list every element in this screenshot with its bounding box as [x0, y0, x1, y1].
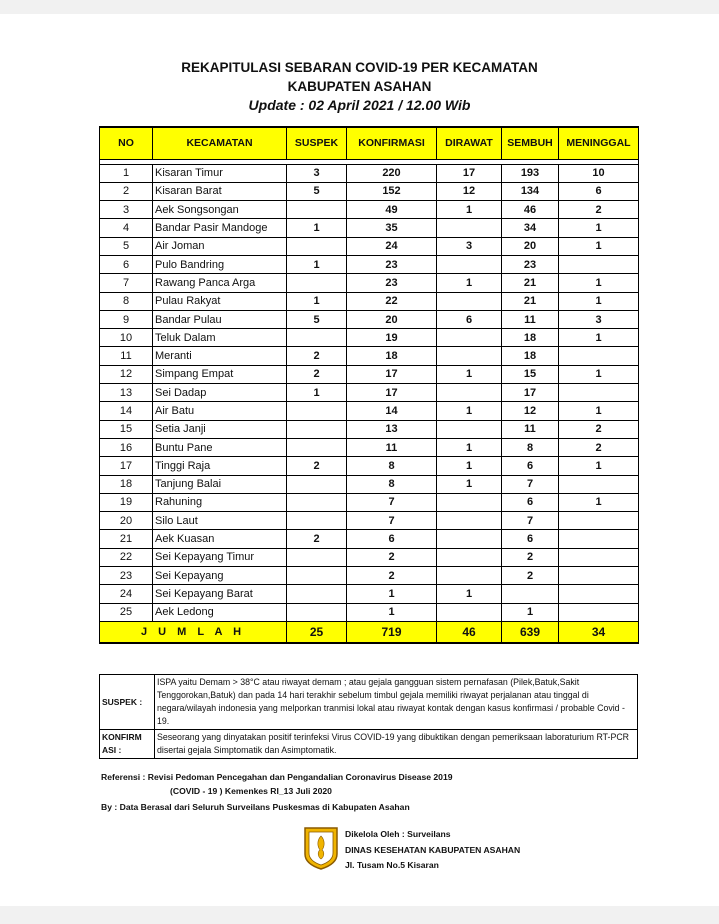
cell-konfirmasi: 152: [347, 182, 437, 200]
cell-dirawat: [437, 512, 502, 530]
cell-kecamatan: Buntu Pane: [153, 438, 287, 456]
konfirmasi-definition: [100, 730, 638, 759]
reference-line-2: (COVID - 19 ) Kemenkes RI_13 Juli 2020: [170, 786, 332, 796]
cell-dirawat: [437, 292, 502, 310]
total-row: [100, 621, 639, 643]
konfirm-key: KONFIRM ASI :: [100, 730, 155, 759]
cell-dirawat: 1: [437, 438, 502, 456]
cell-no: 6: [100, 255, 153, 273]
cell-kecamatan: Pulau Rakyat: [153, 292, 287, 310]
cell-konfirmasi: 8: [347, 457, 437, 475]
cell-konfirmasi: 35: [347, 219, 437, 237]
cell-sembuh: 15: [502, 365, 559, 383]
cell-meninggal: 2: [559, 438, 639, 456]
cell-dirawat: 1: [437, 457, 502, 475]
table-row: [100, 384, 639, 402]
cell-sembuh: 12: [502, 402, 559, 420]
cell-meninggal: 1: [559, 219, 639, 237]
total-dirawat: 46: [437, 621, 502, 643]
agency-address: Jl. Tusam No.5 Kisaran: [345, 860, 439, 870]
cell-suspek: 5: [287, 310, 347, 328]
cell-sembuh: 6: [502, 493, 559, 511]
table-row: [100, 438, 639, 456]
cell-meninggal: [559, 603, 639, 621]
cell-no: 8: [100, 292, 153, 310]
cell-meninggal: 6: [559, 182, 639, 200]
cell-meninggal: 2: [559, 420, 639, 438]
cell-dirawat: 1: [437, 585, 502, 603]
cell-no: 7: [100, 274, 153, 292]
cell-kecamatan: Teluk Dalam: [153, 329, 287, 347]
cell-meninggal: 1: [559, 329, 639, 347]
data-source: By : Data Berasal dari Seluruh Surveilans Puskesmas di Kabupaten Asahan: [101, 802, 410, 812]
cell-sembuh: 2: [502, 548, 559, 566]
dinkes-seal-icon: [302, 826, 340, 870]
table-row: [100, 237, 639, 255]
cell-suspek: [287, 512, 347, 530]
cell-kecamatan: Bandar Pasir Mandoge: [153, 219, 287, 237]
table-row: [100, 603, 639, 621]
cell-konfirmasi: 24: [347, 237, 437, 255]
table-row: [100, 164, 639, 182]
cell-konfirmasi: 11: [347, 438, 437, 456]
cell-no: 2: [100, 182, 153, 200]
table-row: [100, 274, 639, 292]
cell-konfirmasi: 18: [347, 347, 437, 365]
cell-konfirmasi: 17: [347, 384, 437, 402]
total-label: J U M L A H: [100, 621, 287, 643]
table-row: [100, 182, 639, 200]
header-konfirmasi: KONFIRMASI: [347, 127, 437, 159]
cell-kecamatan: Sei Kepayang Barat: [153, 585, 287, 603]
table-row: [100, 219, 639, 237]
cell-meninggal: 1: [559, 237, 639, 255]
cell-no: 1: [100, 164, 153, 182]
cell-konfirmasi: 23: [347, 274, 437, 292]
table-row: [100, 310, 639, 328]
cell-suspek: 1: [287, 219, 347, 237]
cell-dirawat: 3: [437, 237, 502, 255]
cell-kecamatan: Kisaran Barat: [153, 182, 287, 200]
cell-sembuh: 46: [502, 201, 559, 219]
cell-suspek: 2: [287, 347, 347, 365]
cell-meninggal: [559, 384, 639, 402]
cell-kecamatan: Air Batu: [153, 402, 287, 420]
cell-no: 3: [100, 201, 153, 219]
cell-dirawat: [437, 530, 502, 548]
cell-meninggal: [559, 255, 639, 273]
report-subtitle: KABUPATEN ASAHAN: [287, 79, 432, 94]
cell-dirawat: [437, 420, 502, 438]
cell-no: 23: [100, 567, 153, 585]
cell-dirawat: 6: [437, 310, 502, 328]
cell-suspek: [287, 274, 347, 292]
cell-kecamatan: Air Joman: [153, 237, 287, 255]
cell-no: 13: [100, 384, 153, 402]
cell-suspek: 1: [287, 384, 347, 402]
cell-suspek: 2: [287, 457, 347, 475]
cell-meninggal: 1: [559, 274, 639, 292]
cell-sembuh: 134: [502, 182, 559, 200]
header-sembuh: SEMBUH: [502, 127, 559, 159]
managed-by: Dikelola Oleh : Surveilans: [345, 829, 451, 839]
cell-sembuh: 193: [502, 164, 559, 182]
cell-konfirmasi: 22: [347, 292, 437, 310]
cell-suspek: 3: [287, 164, 347, 182]
cell-meninggal: 3: [559, 310, 639, 328]
cell-kecamatan: Rawang Panca Arga: [153, 274, 287, 292]
cell-meninggal: 1: [559, 493, 639, 511]
suspek-definition: [100, 675, 638, 730]
cell-meninggal: [559, 347, 639, 365]
cell-konfirmasi: 220: [347, 164, 437, 182]
cell-konfirmasi: 1: [347, 585, 437, 603]
cell-sembuh: 23: [502, 255, 559, 273]
cell-no: 24: [100, 585, 153, 603]
header-suspek: SUSPEK: [287, 127, 347, 159]
cell-dirawat: 1: [437, 402, 502, 420]
cell-no: 5: [100, 237, 153, 255]
cell-dirawat: [437, 567, 502, 585]
total-konfirmasi: 719: [347, 621, 437, 643]
cell-kecamatan: Silo Laut: [153, 512, 287, 530]
cell-suspek: [287, 402, 347, 420]
cell-dirawat: [437, 219, 502, 237]
cell-sembuh: 18: [502, 347, 559, 365]
cell-suspek: 1: [287, 255, 347, 273]
cell-suspek: [287, 548, 347, 566]
cell-kecamatan: Kisaran Timur: [153, 164, 287, 182]
cell-no: 15: [100, 420, 153, 438]
table-row: [100, 201, 639, 219]
cell-sembuh: 7: [502, 475, 559, 493]
cell-meninggal: [559, 548, 639, 566]
cell-kecamatan: Sei Kepayang Timur: [153, 548, 287, 566]
cell-kecamatan: Aek Songsongan: [153, 201, 287, 219]
cell-kecamatan: Tanjung Balai: [153, 475, 287, 493]
cell-kecamatan: Simpang Empat: [153, 365, 287, 383]
cell-kecamatan: Meranti: [153, 347, 287, 365]
cell-sembuh: 7: [502, 512, 559, 530]
cell-suspek: [287, 603, 347, 621]
cell-konfirmasi: 19: [347, 329, 437, 347]
table-row: [100, 329, 639, 347]
header-no: NO: [100, 127, 153, 159]
cell-konfirmasi: 13: [347, 420, 437, 438]
cell-dirawat: 1: [437, 475, 502, 493]
header-kecamatan: KECAMATAN: [153, 127, 287, 159]
cell-dirawat: [437, 347, 502, 365]
cell-sembuh: 11: [502, 420, 559, 438]
cell-konfirmasi: 49: [347, 201, 437, 219]
cell-no: 12: [100, 365, 153, 383]
cell-suspek: 2: [287, 365, 347, 383]
cell-kecamatan: Aek Kuasan: [153, 530, 287, 548]
cell-sembuh: 8: [502, 438, 559, 456]
table-row: [100, 347, 639, 365]
cell-kecamatan: Rahuning: [153, 493, 287, 511]
cell-konfirmasi: 2: [347, 548, 437, 566]
cell-sembuh: 11: [502, 310, 559, 328]
cell-suspek: [287, 493, 347, 511]
total-sembuh: 639: [502, 621, 559, 643]
suspek-text: ISPA yaitu Demam > 38°C atau riwayat demam ; atau gejala gangguan sistem pernafasan (Pilek,Batuk,Sakit Tenggorokan,Batuk) dan pada 14 hari terakhir sebelum timbul gejala memiliki riwayat perjalanan atau tinggal di negara/wilayah indonesia yang melporkan tranmisi lokal atau riwayat kontak dengan kasus konfirmasi / probable Covid - 19.: [155, 675, 638, 730]
cell-meninggal: [559, 475, 639, 493]
cell-kecamatan: Pulo Bandring: [153, 255, 287, 273]
cell-no: 10: [100, 329, 153, 347]
cell-konfirmasi: 20: [347, 310, 437, 328]
cell-suspek: [287, 475, 347, 493]
cell-kecamatan: Tinggi Raja: [153, 457, 287, 475]
cell-dirawat: [437, 384, 502, 402]
cell-sembuh: 6: [502, 530, 559, 548]
cell-meninggal: 1: [559, 365, 639, 383]
header-dirawat: DIRAWAT: [437, 127, 502, 159]
cell-suspek: [287, 329, 347, 347]
cell-no: 21: [100, 530, 153, 548]
table-row: [100, 402, 639, 420]
table-row: [100, 365, 639, 383]
cell-kecamatan: Aek Ledong: [153, 603, 287, 621]
cell-konfirmasi: 7: [347, 493, 437, 511]
cell-meninggal: [559, 512, 639, 530]
table-body: [100, 164, 639, 621]
cell-no: 4: [100, 219, 153, 237]
cell-suspek: [287, 237, 347, 255]
cell-no: 25: [100, 603, 153, 621]
table-row: [100, 457, 639, 475]
table-row: [100, 585, 639, 603]
cell-meninggal: 1: [559, 457, 639, 475]
cell-konfirmasi: 14: [347, 402, 437, 420]
cell-meninggal: [559, 530, 639, 548]
cell-sembuh: 6: [502, 457, 559, 475]
covid-table: [99, 126, 639, 644]
cell-dirawat: [437, 255, 502, 273]
cell-konfirmasi: 7: [347, 512, 437, 530]
cell-dirawat: 1: [437, 365, 502, 383]
total-suspek: 25: [287, 621, 347, 643]
cell-no: 11: [100, 347, 153, 365]
cell-konfirmasi: 6: [347, 530, 437, 548]
table-row: [100, 292, 639, 310]
cell-sembuh: 21: [502, 292, 559, 310]
definitions-table: [99, 674, 638, 759]
cell-no: 18: [100, 475, 153, 493]
report-title: REKAPITULASI SEBARAN COVID-19 PER KECAMATAN: [181, 60, 538, 75]
cell-dirawat: 12: [437, 182, 502, 200]
cell-konfirmasi: 23: [347, 255, 437, 273]
cell-sembuh: 21: [502, 274, 559, 292]
cell-meninggal: 1: [559, 402, 639, 420]
cell-no: 22: [100, 548, 153, 566]
cell-no: 17: [100, 457, 153, 475]
cell-sembuh: 18: [502, 329, 559, 347]
cell-kecamatan: Bandar Pulau: [153, 310, 287, 328]
cell-kecamatan: Setia Janji: [153, 420, 287, 438]
header-meninggal: MENINGGAL: [559, 127, 639, 159]
cell-sembuh: 2: [502, 567, 559, 585]
table-row: [100, 512, 639, 530]
cell-konfirmasi: 1: [347, 603, 437, 621]
cell-no: 20: [100, 512, 153, 530]
agency-name: DINAS KESEHATAN KABUPATEN ASAHAN: [345, 845, 521, 855]
cell-suspek: 1: [287, 292, 347, 310]
cell-sembuh: 17: [502, 384, 559, 402]
cell-no: 14: [100, 402, 153, 420]
cell-suspek: 5: [287, 182, 347, 200]
konfirm-text: Seseorang yang dinyatakan positif terinfeksi Virus COVID-19 yang dibuktikan dengan pemeriksaan laboraturium RT-PCR disertai gejala Simptomatik dan Asimptomatik.: [155, 730, 638, 759]
cell-dirawat: 1: [437, 274, 502, 292]
table-row: [100, 567, 639, 585]
reference-line: Referensi : Revisi Pedoman Pencegahan dan Pengandalian Coronavirus Disease 2019: [101, 772, 453, 782]
total-meninggal: 34: [559, 621, 639, 643]
cell-dirawat: 17: [437, 164, 502, 182]
table-row: [100, 493, 639, 511]
cell-dirawat: [437, 548, 502, 566]
table-row: [100, 420, 639, 438]
cell-meninggal: 10: [559, 164, 639, 182]
cell-kecamatan: Sei Dadap: [153, 384, 287, 402]
cell-konfirmasi: 8: [347, 475, 437, 493]
table-row: [100, 548, 639, 566]
cell-dirawat: [437, 493, 502, 511]
cell-meninggal: 2: [559, 201, 639, 219]
cell-konfirmasi: 17: [347, 365, 437, 383]
cell-no: 9: [100, 310, 153, 328]
cell-suspek: [287, 567, 347, 585]
cell-suspek: [287, 585, 347, 603]
table-header: [100, 127, 639, 159]
suspek-key: SUSPEK :: [100, 675, 155, 730]
cell-suspek: [287, 420, 347, 438]
cell-dirawat: [437, 329, 502, 347]
cell-meninggal: 1: [559, 292, 639, 310]
update-date: Update : 02 April 2021 / 12.00 Wib: [248, 97, 471, 113]
table-row: [100, 475, 639, 493]
table-row: [100, 530, 639, 548]
cell-suspek: [287, 438, 347, 456]
cell-sembuh: [502, 585, 559, 603]
cell-no: 19: [100, 493, 153, 511]
cell-sembuh: 20: [502, 237, 559, 255]
cell-dirawat: 1: [437, 201, 502, 219]
cell-dirawat: [437, 603, 502, 621]
cell-suspek: 2: [287, 530, 347, 548]
cell-suspek: [287, 201, 347, 219]
cell-konfirmasi: 2: [347, 567, 437, 585]
table-row: [100, 255, 639, 273]
cell-meninggal: [559, 567, 639, 585]
cell-sembuh: 1: [502, 603, 559, 621]
cell-kecamatan: Sei Kepayang: [153, 567, 287, 585]
cell-meninggal: [559, 585, 639, 603]
cell-no: 16: [100, 438, 153, 456]
cell-sembuh: 34: [502, 219, 559, 237]
